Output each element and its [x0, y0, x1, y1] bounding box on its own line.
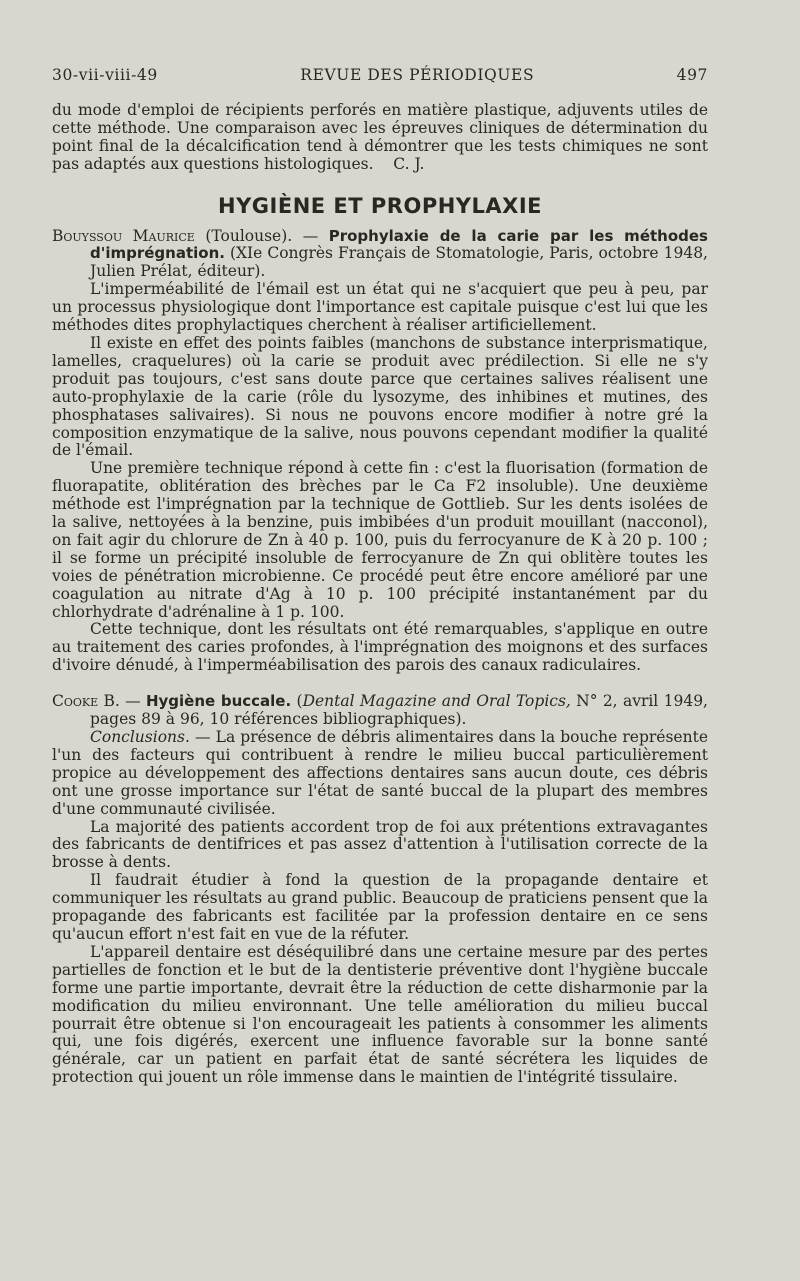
entry-2-author: Cooke B. — [52, 692, 120, 711]
entry-2-paragraph: L'appareil dentaire est déséquilibré dans une certaine mesure par des pertes partielles de fonction et le but de la dentisterie préventive dont l'hygiène buccale forme une partie importante, devrait être la réduction de cette disharmonie par la modification du milieu environnant. Une telle amélioration du milieu buccal pourrait être obtenue si l'on encourageait les patients à consommer les aliments qui, une fois digérés, exercent une influence favorable sur la bonne santé générale, car un patient en parfait état de santé sécrétera les liquides de protection qui jouent un rôle immense dans le maintien de l'intégrité tissulaire. — [52, 942, 708, 1087]
abstract-entry-1 — [52, 228, 708, 676]
intro-signature: C. J. — [393, 154, 425, 173]
entry-2-source-open: ( — [291, 692, 303, 711]
section-title: HYGIÈNE ET PROPHYLAXIE — [218, 193, 542, 218]
running-header — [52, 66, 708, 84]
conclusions-text: — La présence de débris alimentaires dans la bouche représente l'un des facteurs qui contribuent à rendre le milieu buccal particulièrement propice au développement des affections dentaires sans aucun doute, ces débris ont une grosse importance sur l'état de santé buccal de la plupart des membres d'une communauté civilisée. — [52, 728, 708, 818]
entry-2-source-rest: N° 2, avril 1949, pages 89 à 96, 10 références bibliographiques). — [90, 692, 708, 729]
conclusions-label: Conclusions. — [90, 728, 190, 746]
entry-2-citation — [52, 693, 708, 729]
entry-2-paragraph: Il faudrait étudier à fond la question de la propagande dentaire et communiquer les résultats au grand public. Beaucoup de praticiens pensent que la propagande des fabricants est facilitée par la profession dentaire en ce sens qu'aucun effort n'est fait en vue de la réfuter. — [52, 871, 708, 943]
entry-1-place: (Toulouse). — — [194, 226, 329, 245]
entry-1-paragraph: Une première technique répond à cette fin : c'est la fluorisation (formation de fluorapatite, oblitération des brèches par le Ca F2 insoluble). Une deuxième méthode est l'imprégnation par la technique de Gottlieb. Sur les dents isolées de la salive, nettoyées à la benzine, puis imbibées d'un produit mouillant (nacconol), on fait agir du chlorure de Zn à 40 p. 100, puis du ferrocyanure de K à 20 p. 100 ; il se forme un précipité insoluble de ferrocyanure de Zn qui oblitère toutes les voies de pénétration microbienne. Ce procédé peut être encore amélioré par une coagulation au nitrate d'Ag à 10 p. 100 précipité instantanément par du chlorhydrate d'adrénaline à 1 p. 100. — [52, 459, 708, 621]
entry-1-source: (XIe Congrès Français de Stomatologie, Paris, octobre 1948, Julien Prélat, éditeur). — [90, 244, 708, 281]
abstract-entry-2 — [52, 693, 708, 1087]
entry-2-dash: — — [119, 692, 146, 711]
entry-1-title: Prophylaxie de la carie par les méthodes d'imprégnation. — [90, 226, 708, 263]
article-body — [52, 102, 708, 1087]
header-journal-title: REVUE DES PÉRIODIQUES — [300, 66, 535, 84]
entry-1-paragraph: Cette technique, dont les résultats ont été remarquables, s'applique en outre au traitement des caries profondes, à l'imprégnation des moignons et des surfaces d'ivoire dénudé, à l'imperméabilisation des parois des canaux radiculaires. — [52, 620, 708, 675]
entry-1-citation — [52, 228, 708, 282]
entry-1-paragraph: L'imperméabilité de l'émail est un état qui ne s'acquiert que peu à peu, par un processus physiologique dont l'importance est capitale puisque c'est lui que les méthodes dites prophylactiques cherchent à réaliser artificiellement. — [52, 280, 708, 335]
entry-2-title: Hygiène buccale. — [145, 692, 292, 711]
intro-text: du mode d'emploi de récipients perforés en matière plastique, adjuvents utiles de cette méthode. Une comparaison avec les épreuves cliniques de détermination du point final de la décalcification tend à démontrer que les tests chimiques ne sont pas adaptés aux questions histologiques. — [52, 101, 708, 173]
entry-2-conclusions — [52, 729, 708, 819]
intro-paragraph — [52, 102, 708, 174]
entry-1-author: Bouyssou Maurice — [52, 226, 195, 245]
spacer — [52, 675, 708, 693]
entry-1-paragraph: Il existe en effet des points faibles (manchons de substance interprismatique, lamelles, craquelures) où la carie se produit avec prédilection. Si elle ne s'y produit pas toujours, c'est sans doute parce que certaines salives réalisent une auto-prophylaxie de la carie (rôle du lysozyme, des inhibines et mutines, des phosphatases salivaires). Si nous ne pouvons encore modifier à notre gré la composition enzymatique de la salive, nous pouvons cependant modifier la qualité de l'émail. — [52, 333, 708, 460]
entry-2-journal: Dental Magazine and Oral Topics, — [302, 692, 571, 711]
page-number: 497 — [676, 66, 708, 84]
header-date: 30-vii-viii-49 — [52, 66, 158, 84]
entry-2-paragraph: La majorité des patients accordent trop de foi aux prétentions extravagantes des fabricants de dentifrices et pas assez d'attention à l'utilisation correcte de la brosse à dents. — [52, 817, 708, 872]
